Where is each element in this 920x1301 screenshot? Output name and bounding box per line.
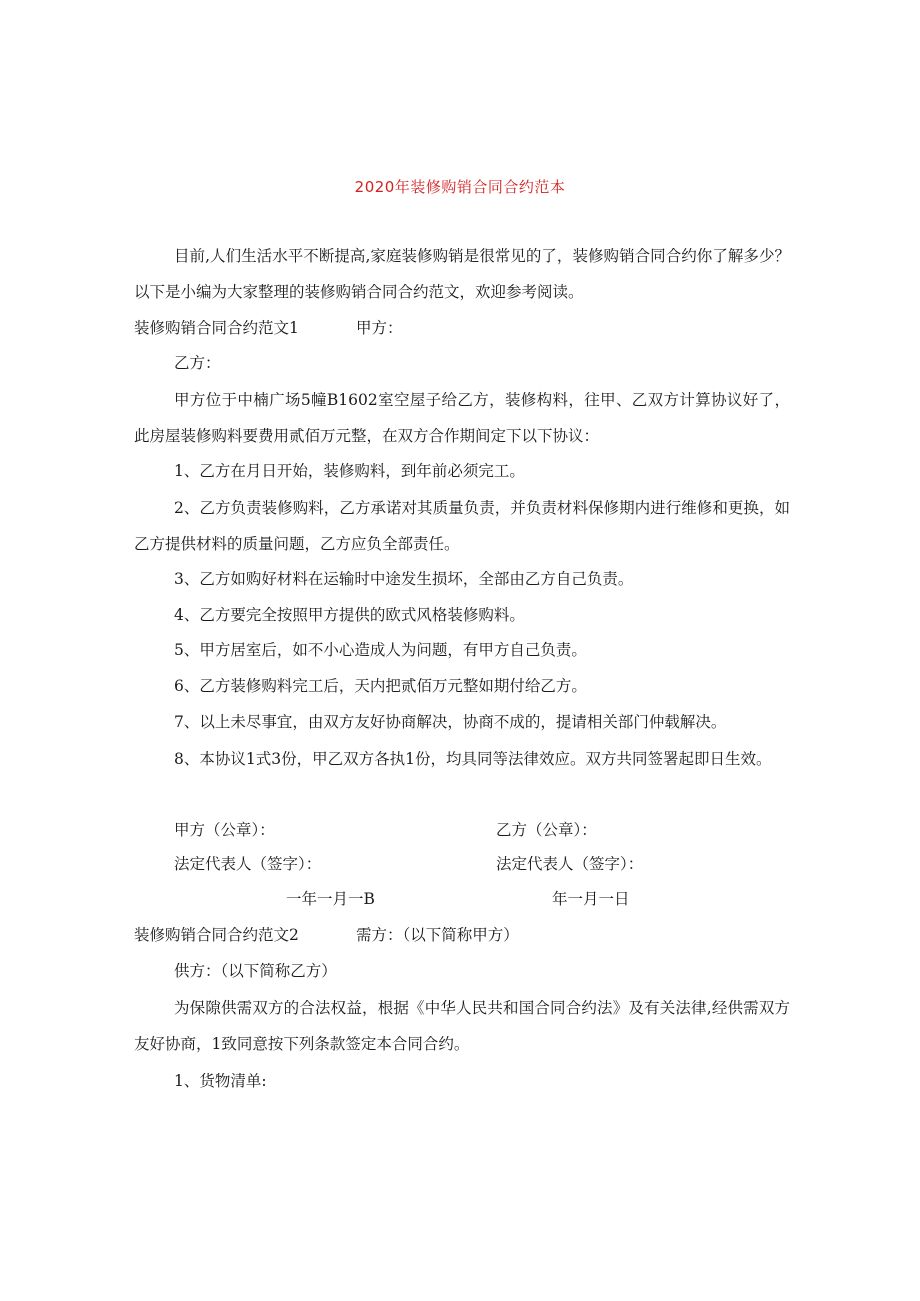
sample2-heading: 装修购销合同合约范文2: [134, 926, 299, 944]
sample1-clause-7: 7、以上未尽事宜，由双方友好协商解决，协商不成的，提请相关部门仲载解决。: [174, 713, 727, 731]
sign-a-representative: 法定代表人（签字）：: [174, 855, 322, 873]
sample1-clause-6: 6、乙方装修购料完工后，天内把贰佰万元整如期付给乙方。: [174, 677, 587, 695]
sign-b-representative: 法定代表人（签字）：: [496, 855, 644, 873]
sample1-heading: 装修购销合同合约范文1: [134, 319, 299, 337]
intro-paragraph: 目前,人们生活水平不断提高,家庭装修购销是很常见的了，装修购销合同合约你了解多少？以下是小编为大家整理的装修购销合同合约范文，欢迎参考阅读。: [134, 247, 790, 301]
sign-b-seal: 乙方（公章）：: [496, 821, 597, 839]
sample1-party-a: 甲方：: [356, 319, 403, 337]
date-b: 年一月一日: [552, 890, 630, 908]
sample2-preamble: 为保隙供需双方的合法权益，根据《中华人民共和国合同合约法》及有关法律,经供需双方友好协商，1致同意按下列条款签定本合同合约。: [134, 999, 790, 1053]
date-a: 一年一月一B: [286, 890, 375, 908]
sample1-clause-5: 5、甲方居室后，如不小心造成人为问题，有甲方自己负责。: [174, 641, 587, 659]
sample2-demander: 需方：（以下简称甲方）: [356, 926, 519, 944]
sample1-clause-1: 1、乙方在月日开始，装修购料，到年前必须完工。: [174, 462, 525, 480]
sample1-clause-4: 4、乙方要完全按照甲方提供的欧式风格装修购料。: [174, 606, 525, 624]
sample1-clause-3: 3、乙方如购好材料在运输时中途发生损坏，全部由乙方自己负责。: [174, 570, 634, 588]
sample1-party-b: 乙方：: [174, 354, 221, 372]
sample2-item-1: 1、货物清单:: [174, 1072, 267, 1090]
sample1-preamble: 甲方位于中楠广场5幢B1602室空屋子给乙方，装修构料，往甲、乙双方计算协议好了，此房屋装修购料要费用贰佰万元整，在双方合作期间定下以下协议：: [134, 391, 790, 445]
sample2-supplier: 供方：（以下简称乙方）: [174, 962, 337, 980]
sample1-clause-2: 2、乙方负责装修购料，乙方承诺对其质量负责，并负责材料保修期内进行维修和更换，如乙方提供材料的质量问题，乙方应负全部责任。: [134, 499, 790, 553]
sample1-clause-8: 8、本协议1式3份，甲乙双方各执1份，均具同等法律效应。双方共同签署起即日生效。: [174, 750, 772, 768]
document-title: 2020年装修购销合同合约范本: [354, 178, 566, 196]
sign-a-seal: 甲方（公章）：: [174, 821, 275, 839]
